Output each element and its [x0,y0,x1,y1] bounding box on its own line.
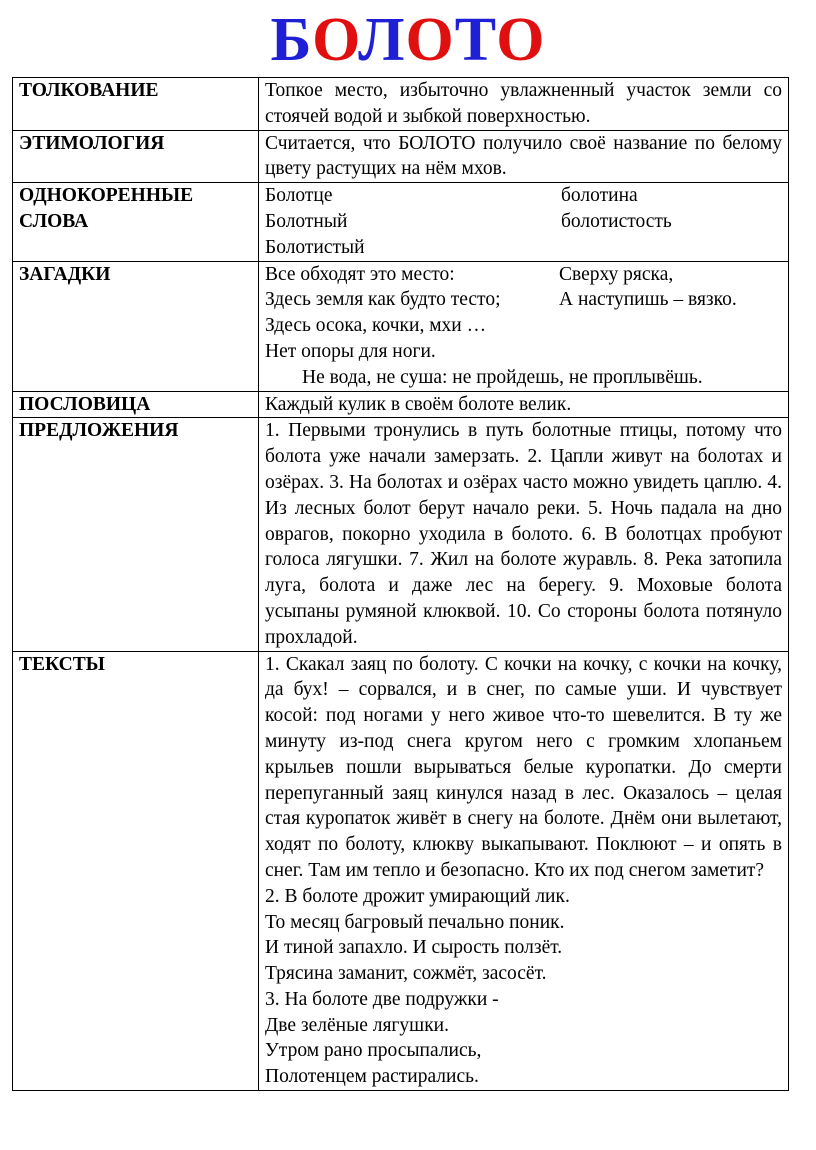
table-row [13,78,789,131]
title-letter: Т [454,6,497,74]
riddle-line: Здесь земля как будто тесто; [265,289,501,311]
poem-line: 2. В болоте дрожит умирающий лик. [265,885,570,907]
riddle-line: Здесь осока, кочки, мхи … [265,315,487,337]
row-value-etymology: Считается, что БОЛОТО получило своё название по белому цвету растущих на нём мхов. [259,130,789,183]
title-letter: О [496,6,546,74]
related-word: Болотце [265,185,333,207]
table-row [13,418,789,651]
row-label-texts: ТЕКСТЫ [13,651,259,1091]
riddle-grid [265,262,782,365]
title-letter: Л [358,6,406,74]
row-value-sentences: 1. Первыми тронулись в путь болотные птицы, потому что болота уже начали замерзать. 2. Цапли живут на болотах и озёрах. 3. На болотах и озёрах часто можно увидеть цаплю. 4. Из лесных болот берут начало реки. 5. Ночь падала на дно оврагов, покорно уходила в болото. 6. В болотцах пробуют голоса лягушки. 7. Жил на болоте журавль. 8. Река затопила луга, болота и даже лес на берегу. 9. Моховые болота усыпаны румяной клюквой. 10. Со стороны болота потянуло прохладой. [259,418,789,651]
related-word: болотистость [561,210,672,232]
row-label-related-words: ОДНОКОРЕННЫЕ СЛОВА [13,183,259,261]
row-value-texts [259,651,789,1091]
poem-line: Трясина заманит, сожмёт, засосёт. [265,963,547,985]
row-value-definition: Топкое место, избыточно увлажненный участок земли со стоячей водой и зыбкой поверхностью. [259,78,789,131]
row-label-proverb: ПОСЛОВИЦА [13,391,259,418]
poem-line: То месяц багровый печально поник. [265,911,565,933]
related-word: Болотистый [265,236,365,258]
riddle-line: А наступишь – вязко. [559,289,737,311]
title-letter: Б [270,6,313,74]
table-row [13,261,789,391]
related-word: болотина [561,185,638,207]
row-value-riddles [259,261,789,391]
related-words-list [265,183,782,260]
row-label-sentences: ПРЕДЛОЖЕНИЯ [13,418,259,651]
riddle-line: Не вода, не суша: не пройдешь, не проплывёшь. [302,366,703,388]
row-label-etymology: ЭТИМОЛОГИЯ [13,130,259,183]
title-letter: О [405,6,455,74]
riddle-line: Все обходят это место: [265,263,455,285]
row-label-riddles: ЗАГАДКИ [13,261,259,391]
riddle-line: Сверху ряска, [559,263,674,285]
prose-text: 1. Скакал заяц по болоту. С кочки на кочку, с кочки на кочку, да бух! – сорвался, и в снег, по самые уши. И чувствует косой: под ногами у него живое что-то шевелится. В ту же минуту из-под снега кругом него с громким хлопаньем крыльев пошли вырываться белые куропатки. До смерти перепуганный заяц кинулся назад в лес. Оказалось – целая стая куропаток живёт в снегу на болоте. Днём они вылетают, ходят по болоту, клюкву выкапывают. Поклюют – и опять в снег. Там им тепло и безопасно. Кто их под снегом заметит? [265,653,782,881]
table-row [13,130,789,183]
poem-line: Утром рано просыпались, [265,1040,482,1062]
word-info-table [12,77,789,1091]
row-value-proverb: Каждый кулик в своём болоте велик. [259,391,789,418]
table-row [13,651,789,1091]
poem-line: Две зелёные лягушки. [265,1014,449,1036]
riddle-line: Нет опоры для ноги. [265,340,436,362]
row-label-definition: ТОЛКОВАНИЕ [13,78,259,131]
table-row [13,183,789,261]
poem-line: 3. На болоте две подружки - [265,988,499,1010]
page-title [0,4,816,76]
table-row [13,391,789,418]
row-value-related-words [259,183,789,261]
related-word: Болотный [265,210,348,232]
poem-line: И тиной запахло. И сырость ползёт. [265,937,563,959]
title-letter: О [312,6,359,74]
poem-line: Полотенцем растирались. [265,1066,479,1088]
